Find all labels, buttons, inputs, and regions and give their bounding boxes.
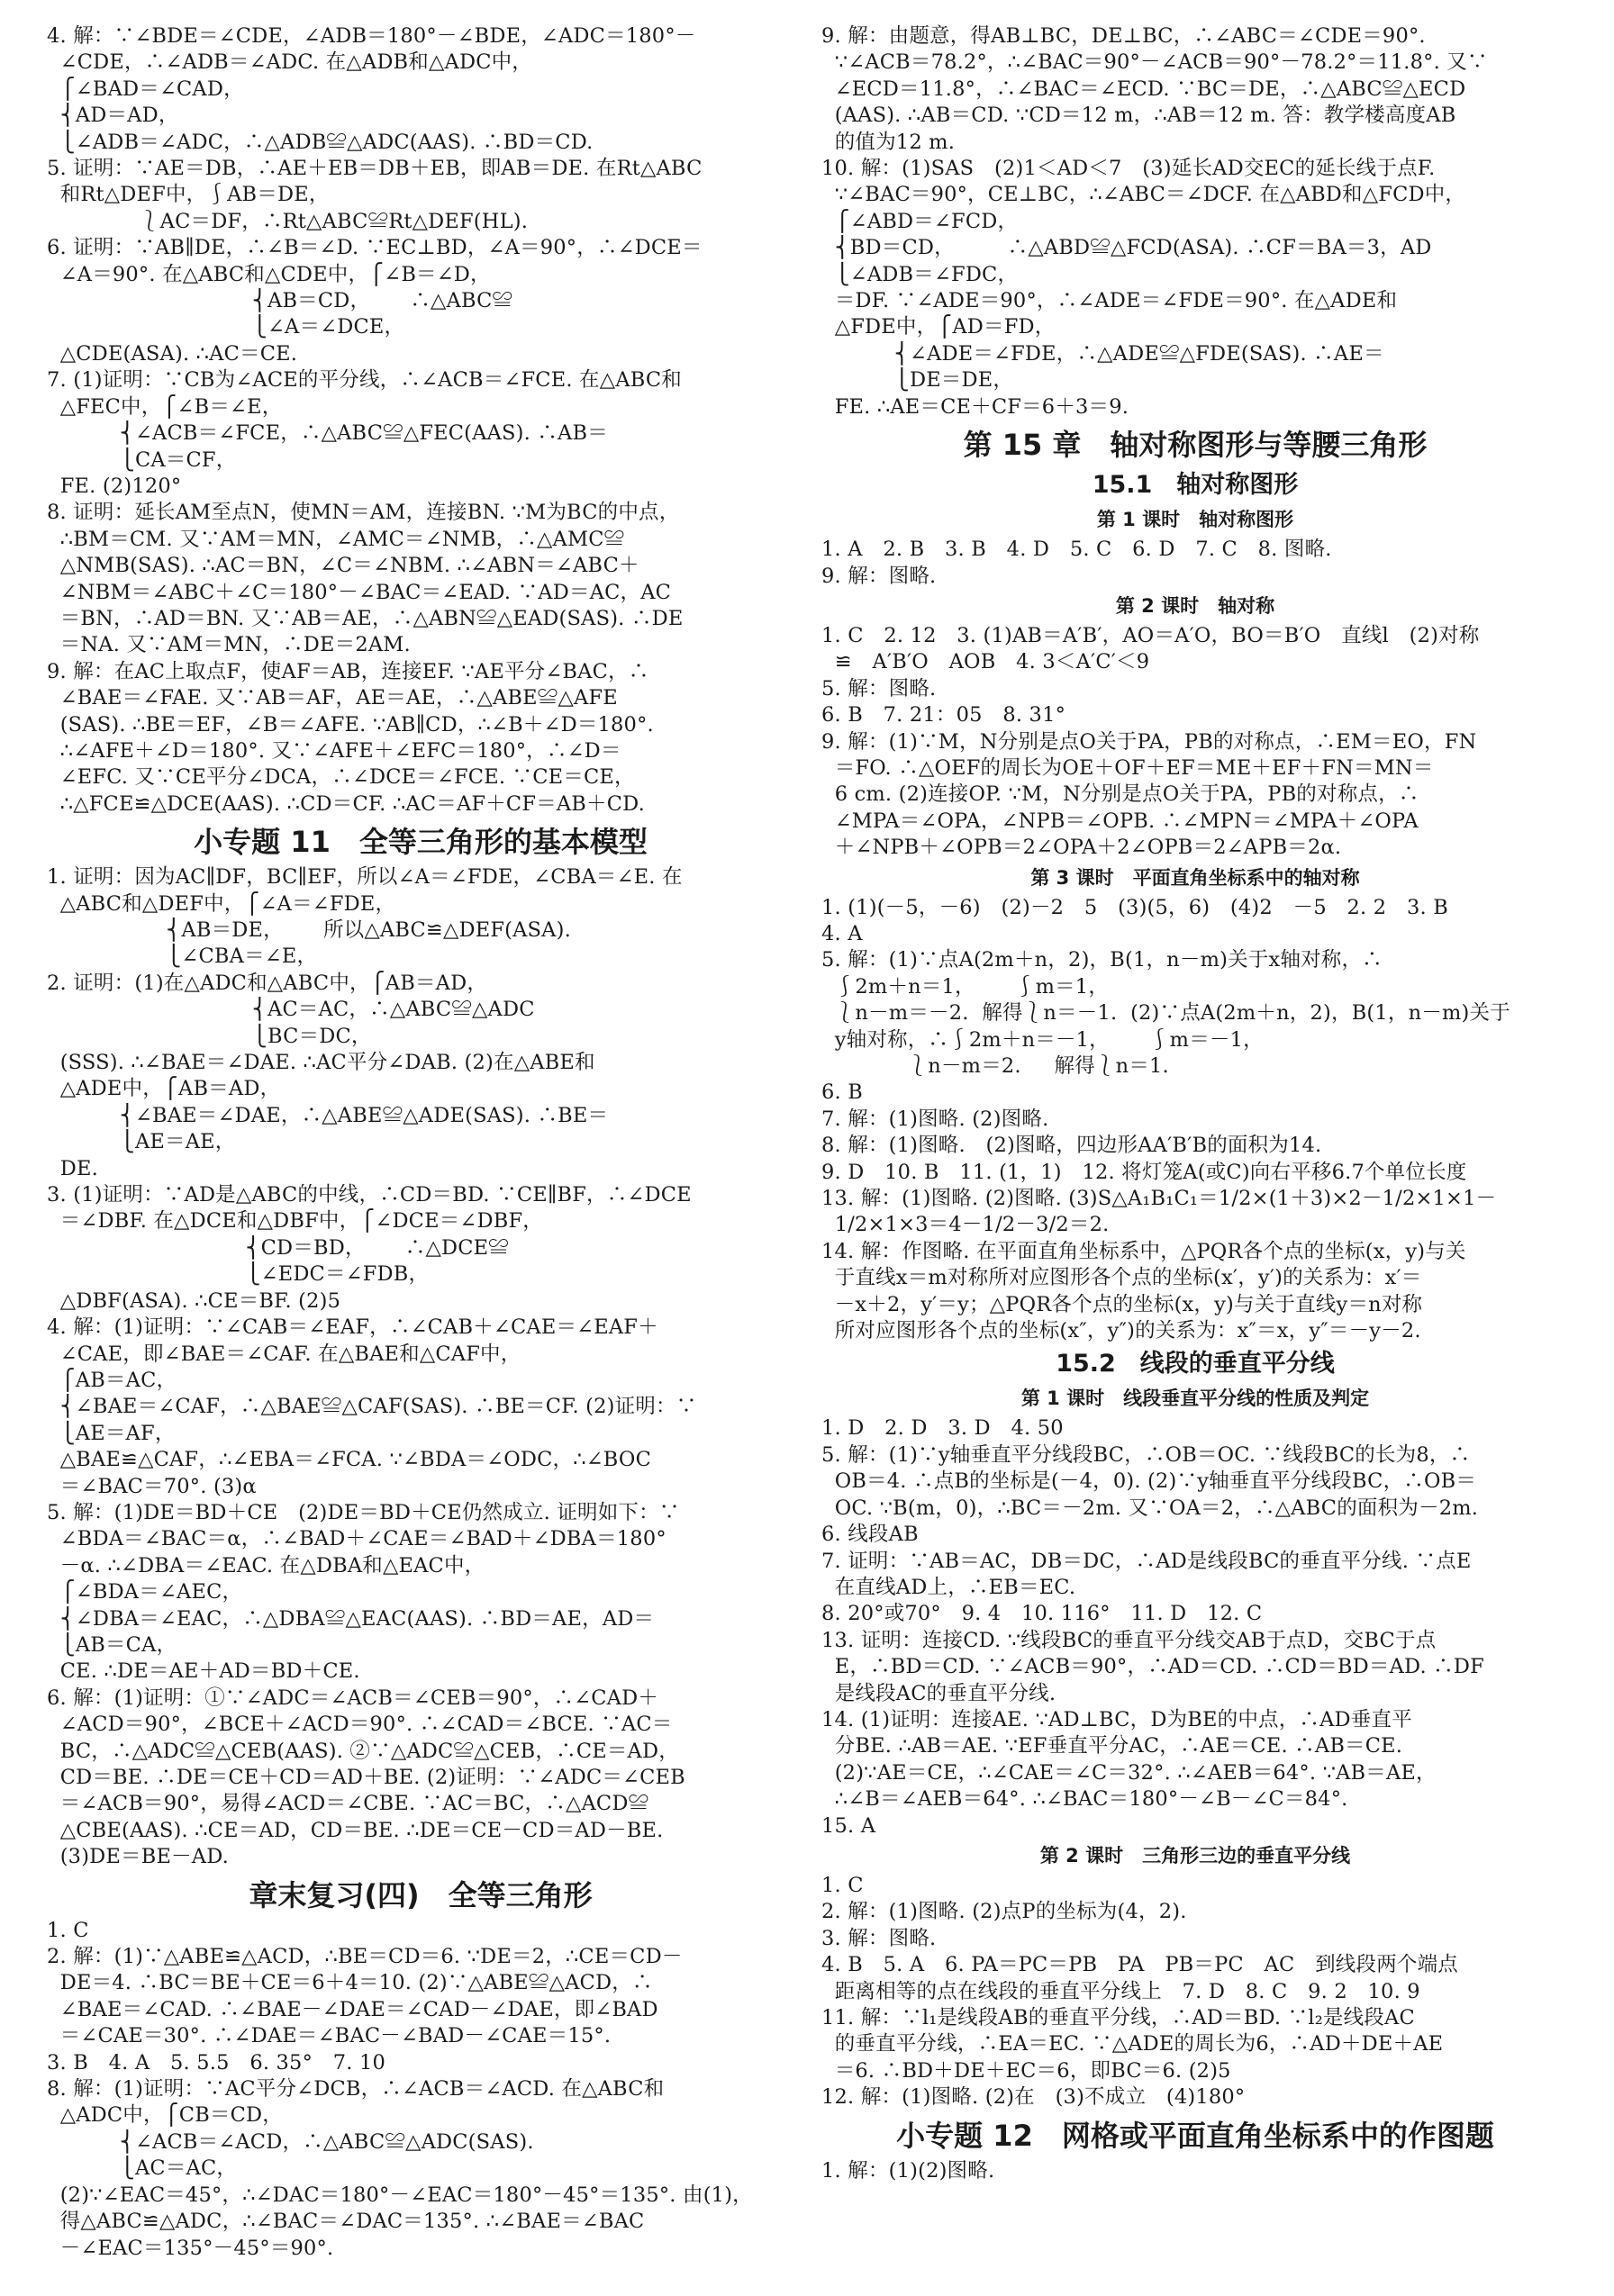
answers-15-1-lesson-2: 1. C 2. 12 3. (1)AB＝A′B′，AO＝A′O，BO＝B′O 直线l (2)对称 ≌ A′B′O AOB 4. 3＜A′C′＜9 5. 解：图略. 6. B 7. 21：05 8. 31° 9. 解：(1)∵M，N分别是点O关于PA，PB的对称点，∴EM＝EO，FN ＝FO. ∴△OEF的周长为OE＋OF＋EF＝ME＋EF＋FN＝MN＝ 6 cm. (2)连接OP. ∵M，N分别是点O关于PA，PB的对称点，∴ ∠MPA＝∠OPA，∠NPB＝∠OPB. ∴∠MPN＝∠MPA＋∠OPA ＋∠NPB＋∠OPB＝2∠OPA＋2∠OPB＝2∠APB＝2α.	[821, 623, 1480, 860]
answers-15-2-lesson-2: 1. C 2. 解：(1)图略. (2)点P的坐标为(4，2). 3. 解：图略. 4. B 5. A 6. PA＝PC＝PB PA PB＝PC AC 到线段两个端点 距离相等的点在线段的垂直平分线上 7. D 8. C 9. 2 10. 9 11. 解：∵l₁是线段AB的垂直平分线，∴AD＝BD. ∵l₂是线段AC 的垂直平分线，∴EA＝EC. ∵△ADE的周长为6，∴AD＋DE＋AE ＝6. ∴BD＋DE＋EC＝6，即BC＝6. (2)5 12. 解：(1)图略. (2)在 (3)不成立 (4)180°	[821, 1873, 1459, 2110]
right-column	[821, 23, 1569, 2184]
heading-15-1-lesson-2: 第 2 课时 轴对称	[1115, 594, 1275, 617]
heading-15-2-lesson-2: 第 2 课时 三角形三边的垂直平分线	[1039, 1844, 1351, 1867]
heading-chapter-15: 第 15 章 轴对称图形与等腰三角形	[963, 428, 1428, 463]
answers-special-topic-11: 1. 证明：因为AC∥DF，BC∥EF，所以∠A＝∠FDE，∠CBA＝∠E. 在 △ABC和△DEF中，⎧∠A＝∠FDE， ⎨AB＝DE， 所以△ABC≌△DEF(ASA). ⎩∠CBA＝∠E， 2. 证明：(1)在△ADC和△ABC中，⎧AB＝AD， ⎨AC＝AC，∴△ABC≌△ADC ⎩BC＝DC， (SSS). ∴∠BAE＝∠DAE. ∴AC平分∠DAB. (2)在△ABE和 △ADE中，⎧AB＝AD， ⎨∠BAE＝∠DAE，∴△ABE≌△ADE(SAS). ∴BE＝ ⎩AE＝AE， DE. 3. (1)证明：∵AD是△ABC的中线，∴CD＝BD. ∵CE∥BF，∴∠DCE ＝∠DBF. 在△DCE和△DBF中，⎧∠DCE＝∠DBF， ⎨CD＝BD， ∴△DCE≌ ⎩∠EDC＝∠FDB， △DBF(ASA). ∴CE＝BF. (2)5 4. 解：(1)证明：∵∠CAB＝∠EAF，∴∠CAB＋∠CAE＝∠EAF＋ ∠CAE，即∠BAE＝∠CAF. 在△BAE和△CAF中， ⎧AB＝AC， ⎨∠BAE＝∠CAF，∴△BAE≌△CAF(SAS). ∴BE＝CF. (2)证明：∵ ⎩AE＝AF， △BAE≌△CAF，∴∠EBA＝∠FCA. ∵∠BDA＝∠ODC，∴∠BOC ＝∠BAC＝70°. (3)α 5. 解：(1)DE＝BD＋CE (2)DE＝BD＋CE仍然成立. 证明如下：∵ ∠BDA＝∠BAC＝α，∴∠BAD＋∠CAE＝∠BAD＋∠DBA＝180° －α. ∴∠DBA＝∠EAC. 在△DBA和△EAC中， ⎧∠BDA＝∠AEC， ⎨∠DBA＝∠EAC，∴△DBA≌△EAC(AAS). ∴BD＝AE，AD＝ ⎩AB＝CA， CE. ∴DE＝AE＋AD＝BD＋CE. 6. 解：(1)证明：①∵∠ADC＝∠ACB＝∠CEB＝90°，∴∠CAD＋ ∠ACD＝90°，∠BCE＋∠ACD＝90°. ∴∠CAD＝∠BCE. ∵AC＝ BC，∴△ADC≌△CEB(AAS). ②∵△ADC≌△CEB，∴CE＝AD， CD＝BE. ∴DE＝CE＋CD＝AD＋BE. (2)证明：∵∠ADC＝∠CEB ＝∠ACB＝90°，易得∠ACD＝∠CBE. ∵AC＝BC，∴△ACD≌ △CBE(AAS). ∴CE＝AD，CD＝BE. ∴DE＝CE－CD＝AD－BE. (3)DE＝BE－AD.	[47, 865, 697, 1869]
answers-chapter-review-4: 1. C 2. 解：(1)∵△ABE≌△ACD，∴BE＝CD＝6. ∵DE＝2，∴CE＝CD－ DE＝4. ∴BC＝BE＋CE＝6＋4＝10. (2)∵△ABE≌△ACD，∴ ∠BAE＝∠CAD. ∴∠BAE－∠DAE＝∠CAD－∠DAE，即∠BAD ＝∠CAE＝30°. ∴∠DAE＝∠BAC－∠BAD－∠CAE＝15°. 3. B 4. A 5. 5.5 6. 35° 7. 10 8. 解：(1)证明：∵AC平分∠DCB，∴∠ACB＝∠ACD. 在△ABC和 △ADC中，⎧CB＝CD， ⎨∠ACB＝∠ACD，∴△ABC≌△ADC(SAS). ⎩AC＝AC， (2)∵∠EAC＝45°，∴∠DAC＝180°－∠EAC＝180°－45°＝135°. 由(1)， 得△ABC≌△ADC，∴∠BAC＝∠DAC＝135°. ∴∠BAE＝∠BAC －∠EAC＝135°－45°＝90°.	[47, 1918, 753, 2260]
heading-special-topic-12: 小专题 12 网格或平面直角坐标系中的作图题	[896, 2118, 1494, 2153]
answers-15-1-lesson-3: 1. (1)(－5，－6) (2)－2 5 (3)(5，6) (4)2 －5 2. 2 3. B 4. A 5. 解：(1)∵点A(2m＋n，2)，B(1，n－m)关于x轴对称，∴ ⎰2m＋n＝1， ⎰m＝1， ⎱n－m＝－2. 解得⎱n＝－1. (2)∵点A(2m＋n，2)，B(1，n－m)关于 y轴对称，∴⎰2m＋n＝－1， ⎰m＝－1， ⎱n－m＝2. 解得⎱n＝1. 6. B 7. 解：(1)图略. (2)图略. 8. 解：(1)图略. (2)图略，四边形AA′B′B的面积为14. 9. D 10. B 11. (1，1) 12. 将灯笼A(或C)向右平移6.7个单位长度 13. 解：(1)图略. (2)图略. (3)S△A₁B₁C₁＝1/2×(1＋3)×2－1/2×1×1－ 1/2×1×3＝4－1/2－3/2＝2. 14. 解：作图略. 在平面直角坐标系中，△PQR各个点的坐标(x，y)与关 于直线x＝m对称所对应图形各个点的坐标(x′，y′)的关系为：x′＝ －x＋2，y′＝y；△PQR各个点的坐标(x，y)与关于直线y＝n对称 所对应图形各个点的坐标(x″，y″)的关系为：x″＝x，y″＝－y－2.	[821, 895, 1510, 1343]
answers-review-continued: 9. 解：由题意，得AB⊥BC，DE⊥BC，∴∠ABC＝∠CDE＝90°. ∵∠ACB＝78.2°，∴∠BAC＝90°－∠ACB＝90°－78.2°＝11.8°. 又∵ ∠ECD＝11.8°，∴∠BAC＝∠ECD. ∵BC＝DE，∴△ABC≌△ECD (AAS). ∴AB＝CD. ∵CD＝12 m，∴AB＝12 m. 答：教学楼高度AB 的值为12 m. 10. 解：(1)SAS (2)1＜AD＜7 (3)延长AD交EC的延长线于点F. ∵∠BAC＝90°，CE⊥BC，∴∠ABC＝∠DCF. 在△ABD和△FCD中， ⎧∠ABD＝∠FCD， ⎨BD＝CD， ∴△ABD≌△FCD(ASA). ∴CF＝BA＝3，AD ⎩∠ADB＝∠FDC， ＝DF. ∵∠ADE＝90°，∴∠ADE＝∠FDE＝90°. 在△ADE和 △FDE中，⎧AD＝FD， ⎨∠ADE＝∠FDE，∴△ADE≌△FDE(SAS). ∴AE＝ ⎩DE＝DE， FE. ∴AE＝CE＋CF＝6＋3＝9.	[821, 24, 1488, 419]
answers-15-1-lesson-1: 1. A 2. B 3. B 4. D 5. C 6. D 7. C 8. 图略. 9. 解：图略.	[821, 538, 1332, 588]
answers-chapter14-part: 4. 解：∵∠BDE＝∠CDE，∠ADB＝180°－∠BDE，∠ADC＝180°－ ∠CDE，∴∠ADB＝∠ADC. 在△ADB和△ADC中， ⎧∠BAD＝∠CAD， ⎨AD＝AD， ⎩∠ADB＝∠ADC，∴△ADB≌△ADC(AAS). ∴BD＝CD. 5. 证明：∵AE＝DB，∴AE＋EB＝DB＋EB，即AB＝DE. 在Rt△ABC 和Rt△DEF中，⎰AB＝DE， ⎱AC＝DF，∴Rt△ABC≌Rt△DEF(HL). 6. 证明：∵AB∥DE，∴∠B＝∠D. ∵EC⊥BD，∠A＝90°，∴∠DCE＝ ∠A＝90°. 在△ABC和△CDE中，⎧∠B＝∠D， ⎨AB＝CD， ∴△ABC≌ ⎩∠A＝∠DCE， △CDE(ASA). ∴AC＝CE. 7. (1)证明：∵CB为∠ACE的平分线，∴∠ACB＝∠FCE. 在△ABC和 △FEC中，⎧∠B＝∠E， ⎨∠ACB＝∠FCE，∴△ABC≌△FEC(AAS). ∴AB＝ ⎩CA＝CF， FE. (2)120° 8. 证明：延长AM至点N，使MN＝AM，连接BN. ∵M为BC的中点， ∴BM＝CM. 又∵AM＝MN，∠AMC＝∠NMB，∴△AMC≌ △NMB(SAS). ∴AC＝BN，∠C＝∠NBM. ∴∠ABN＝∠ABC＋ ∠NBM＝∠ABC＋∠C＝180°－∠BAC＝∠EAD. ∵AD＝AC，AC ＝BN，∴AD＝BN. 又∵AB＝AE，∴△ABN≌△EAD(SAS). ∴DE ＝NA. 又∵AM＝MN，∴DE＝2AM. 9. 解：在AC上取点F，使AF＝AB，连接EF. ∵AE平分∠BAC，∴ ∠BAE＝∠FAE. 又∵AB＝AF，AE＝AE，∴△ABE≌△AFE (SAS). ∴BE＝EF，∠B＝∠AFE. ∵AB∥CD，∴∠B＋∠D＝180°. ∴∠AFE＋∠D＝180°. 又∵∠AFE＋∠EFC＝180°，∴∠D＝ ∠EFC. 又∵CE平分∠DCA，∴∠DCE＝∠FCE. ∵CE＝CE， ∴△FCE≌△DCE(AAS). ∴CD＝CF. ∴AC＝AF＋CF＝AB＋CD.	[47, 24, 703, 816]
heading-special-topic-11: 小专题 11 全等三角形的基本模型	[194, 825, 648, 860]
answers-special-topic-12: 1. 解：(1)(2)图略.	[821, 2158, 995, 2183]
heading-section-15-2: 15.2 线段的垂直平分线	[1056, 1350, 1335, 1379]
left-column	[47, 23, 794, 2262]
heading-15-1-lesson-1: 第 1 课时 轴对称图形	[1096, 509, 1294, 531]
answers-15-2-lesson-1: 1. D 2. D 3. D 4. 50 5. 解：(1)∵y轴垂直平分线段BC，∴OB＝OC. ∵线段BC的长为8，∴ OB＝4. ∴点B的坐标是(－4，0). (2)∵y轴垂直平分线段BC，∴OB＝ OC. ∵B(m，0)，∴BC＝－2m. 又∵OA＝2，∴△ABC的面积为－2m. 6. 线段AB 7. 证明：∵AB＝AC，DB＝DC，∴AD是线段BC的垂直平分线. ∵点E 在直线AD上，∴EB＝EC. 8. 20°或70° 9. 4 10. 116° 11. D 12. C 13. 证明：连接CD. ∵线段BC的垂直平分线交AB于点D，交BC于点 E，∴BD＝CD. ∵∠ACB＝90°，∴AD＝CD. ∴CD＝BD＝AD. ∴DF 是线段AC的垂直平分线. 14. (1)证明：连接AE. ∵AD⊥BC，D为BE的中点，∴AD垂直平 分BE. ∴AB＝AE. ∵EF垂直平分AC，∴AE＝CE. ∴AB＝CE. (2)∵AE＝CE，∴∠CAE＝∠C＝32°. ∴∠AEB＝64°. ∵AB＝AE， ∴∠B＝∠AEB＝64°. ∴∠BAC＝180°－∠B－∠C＝84°. 15. A	[821, 1416, 1484, 1838]
heading-15-1-lesson-3: 第 3 课时 平面直角坐标系中的轴对称	[1030, 866, 1360, 889]
heading-15-2-lesson-1: 第 1 课时 线段垂直平分线的性质及判定	[1020, 1388, 1370, 1410]
heading-section-15-1: 15.1 轴对称图形	[1092, 471, 1299, 500]
heading-chapter-review-4: 章末复习(四) 全等三角形	[249, 1877, 593, 1912]
